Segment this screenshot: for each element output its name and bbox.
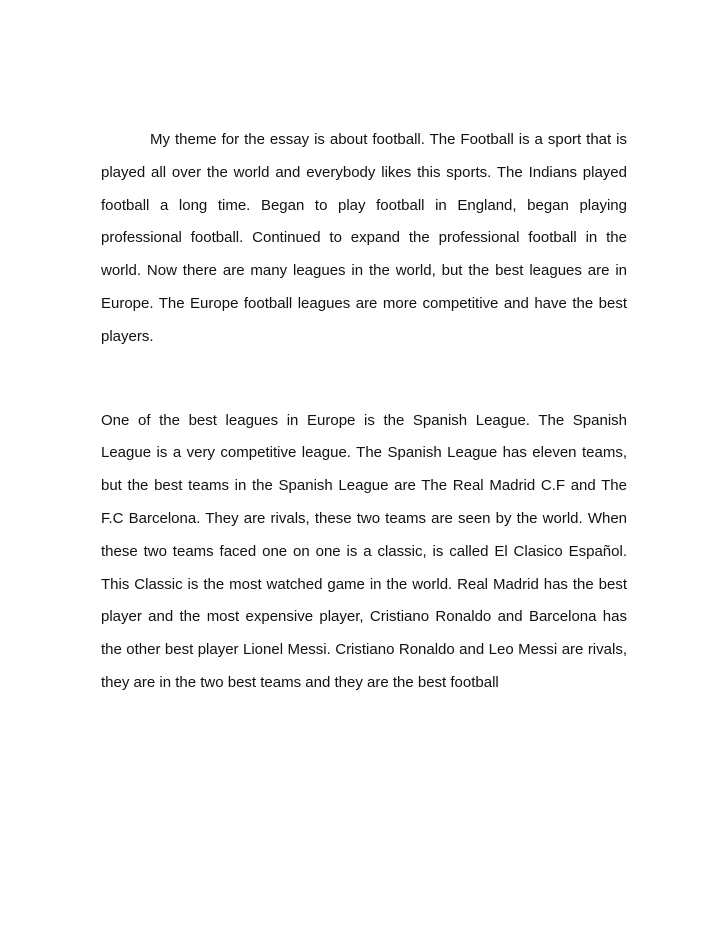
paragraph-2: One of the best leagues in Europe is the Spanish League. The Spanish League is a very competitive league. The Spanish League has eleven teams, but the best teams in the Spanish League are The Real Madrid C.F and The F.C Barcelona. They are rivals, these two teams are seen by the world. When these two teams faced one on one is a classic, is called El Clasico Español. This Classic is the most watched game in the world. Real Madrid has the best player and the most expensive player, Cristiano Ronaldo and Barcelona has the other best player Lionel Messi. Cristiano Ronaldo and Leo Messi are rivals, they are in the two best teams and they are the best football xyxy=(101,411,627,691)
document-body xyxy=(101,124,627,700)
paragraph-1: My theme for the essay is about football. The Football is a sport that is played all over the world and everybody likes this sports. The Indians played football a long time. Began to play football in England, began playing professional football. Continued to expand the professional football in the world. Now there are many leagues in the world, but the best leagues are in Europe. The Europe football leagues are more competitive and have the best players. xyxy=(101,131,627,345)
